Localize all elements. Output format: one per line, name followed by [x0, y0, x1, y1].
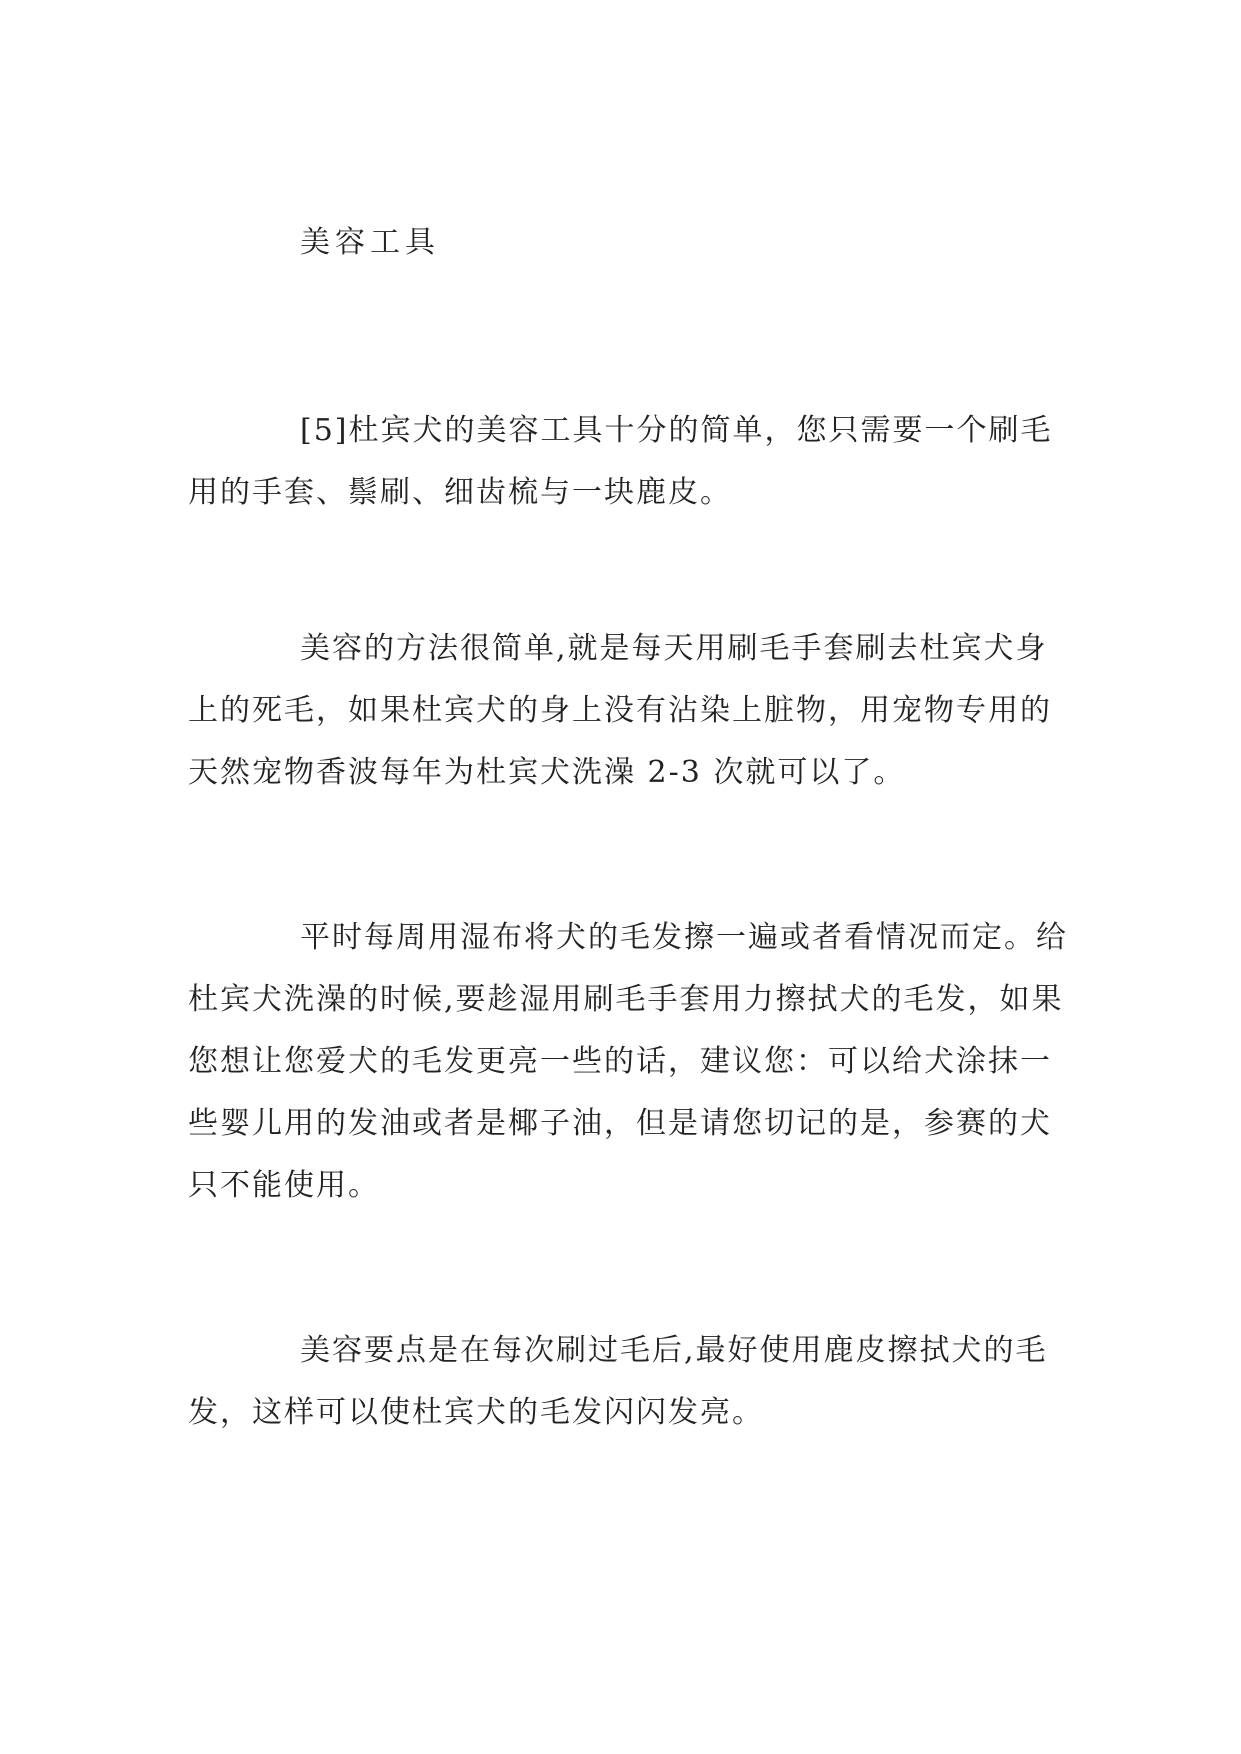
section-heading: 美容工具	[300, 225, 440, 260]
paragraph-key-points: 美容要点是在每次刷过毛后,最好使用鹿皮擦拭犬的毛发，这样可以使杜宾犬的毛发闪闪发亮。	[188, 1333, 1048, 1430]
paragraph-method: 美容的方法很简单,就是每天用刷毛手套刷去杜宾犬身上的死毛，如果杜宾犬的身上没有沾染上脏物，用宠物专用的天然宠物香波每年为杜宾犬洗澡 2-3 次就可以了。	[188, 631, 1052, 790]
paragraph-tools: [5]杜宾犬的美容工具十分的简单，您只需要一个刷毛用的手套、鬃刷、细齿梳与一块鹿皮。	[188, 413, 1053, 510]
paragraph-weekly-care: 平时每周用湿布将犬的毛发擦一遍或者看情况而定。给杜宾犬洗澡的时候,要趁湿用刷毛手套用力擦拭犬的毛发，如果您想让您爱犬的毛发更亮一些的话，建议您：可以给犬涂抹一些婴儿用的发油或者是椰子油，但是请您切记的是，参赛的犬只不能使用。	[188, 920, 1068, 1203]
